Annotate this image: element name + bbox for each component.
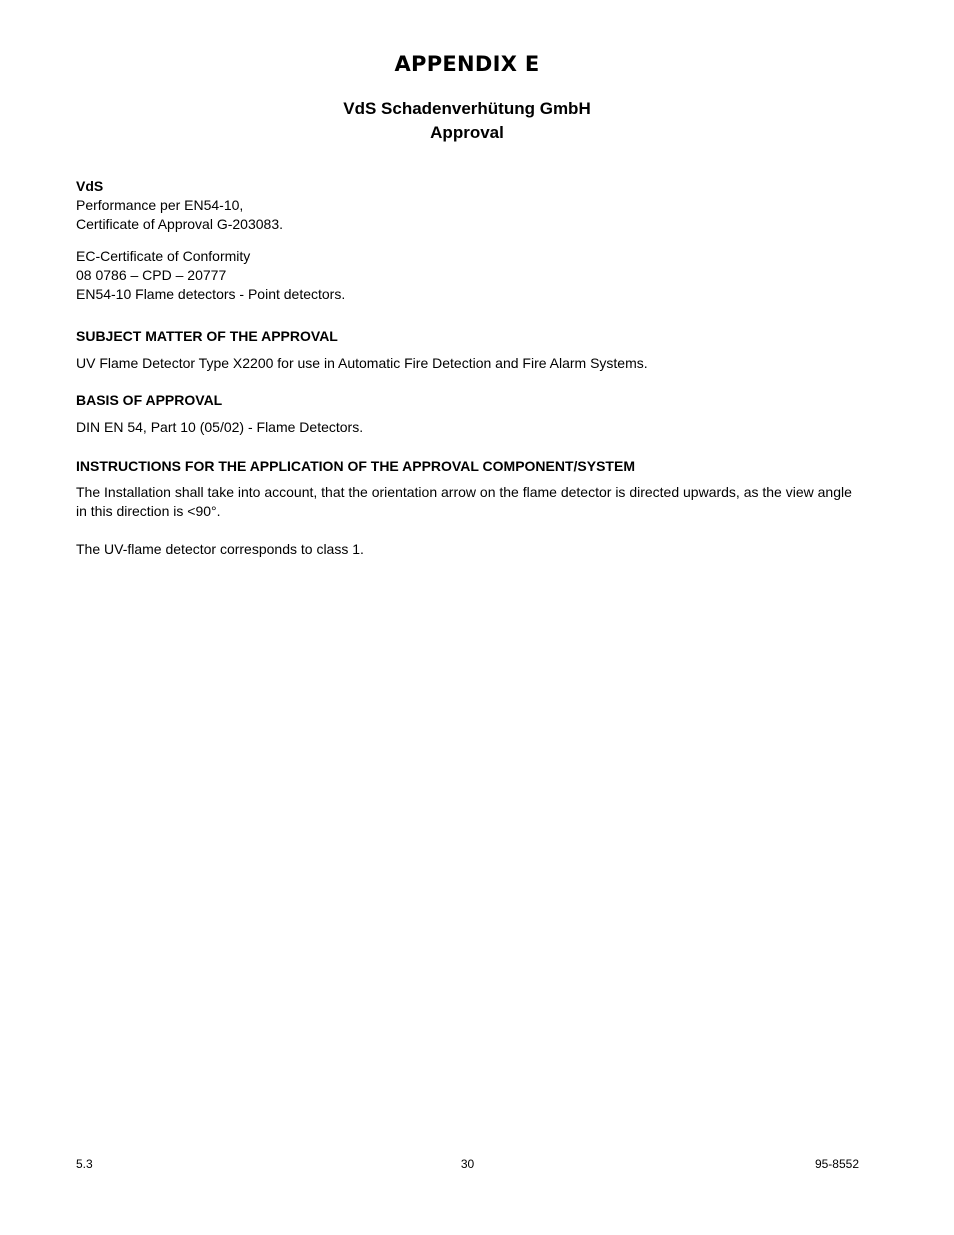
section-heading: SUBJECT MATTER OF THE APPROVAL <box>76 328 338 344</box>
subtitle-organization: VdS Schadenverhütung GmbH <box>343 99 591 118</box>
ec-certificate-scope: EN54-10 Flame detectors - Point detectors. <box>76 286 346 302</box>
section-instructions <box>76 457 876 559</box>
section-subject-matter <box>76 327 876 373</box>
ec-certificate-title: EC-Certificate of Conformity <box>76 248 251 264</box>
section-heading: INSTRUCTIONS FOR THE APPLICATION OF THE APPROVAL COMPONENT/SYSTEM <box>76 458 635 474</box>
section-basis-of-approval <box>76 391 876 437</box>
section-heading: BASIS OF APPROVAL <box>76 392 223 408</box>
document-body <box>76 177 876 559</box>
section-text-class: The UV-flame detector corresponds to class 1. <box>76 541 364 557</box>
footer-revision: 5.3 <box>76 1157 93 1171</box>
vds-label: VdS <box>76 178 104 194</box>
footer-page-number: 30 <box>460 1157 475 1171</box>
ec-certificate-block <box>76 247 876 304</box>
footer-document-number: 95-8552 <box>814 1157 859 1171</box>
page-title: APPENDIX E <box>394 52 540 76</box>
section-text: DIN EN 54, Part 10 (05/02) - Flame Detectors. <box>76 419 364 435</box>
ec-certificate-number: 08 0786 – CPD – 20777 <box>76 267 227 283</box>
page-subtitle <box>0 97 934 145</box>
subtitle-approval: Approval <box>430 123 504 142</box>
section-text: UV Flame Detector Type X2200 for use in Automatic Fire Detection and Fire Alarm Systems. <box>76 355 648 371</box>
section-text: The Installation shall take into account, that the orientation arrow on the flame detector is directed upwards, as the view angle in this direction is <90°. <box>76 484 852 519</box>
vds-block <box>76 177 876 234</box>
vds-performance: Performance per EN54-10, <box>76 197 244 213</box>
vds-certificate: Certificate of Approval G-203083. <box>76 216 284 232</box>
